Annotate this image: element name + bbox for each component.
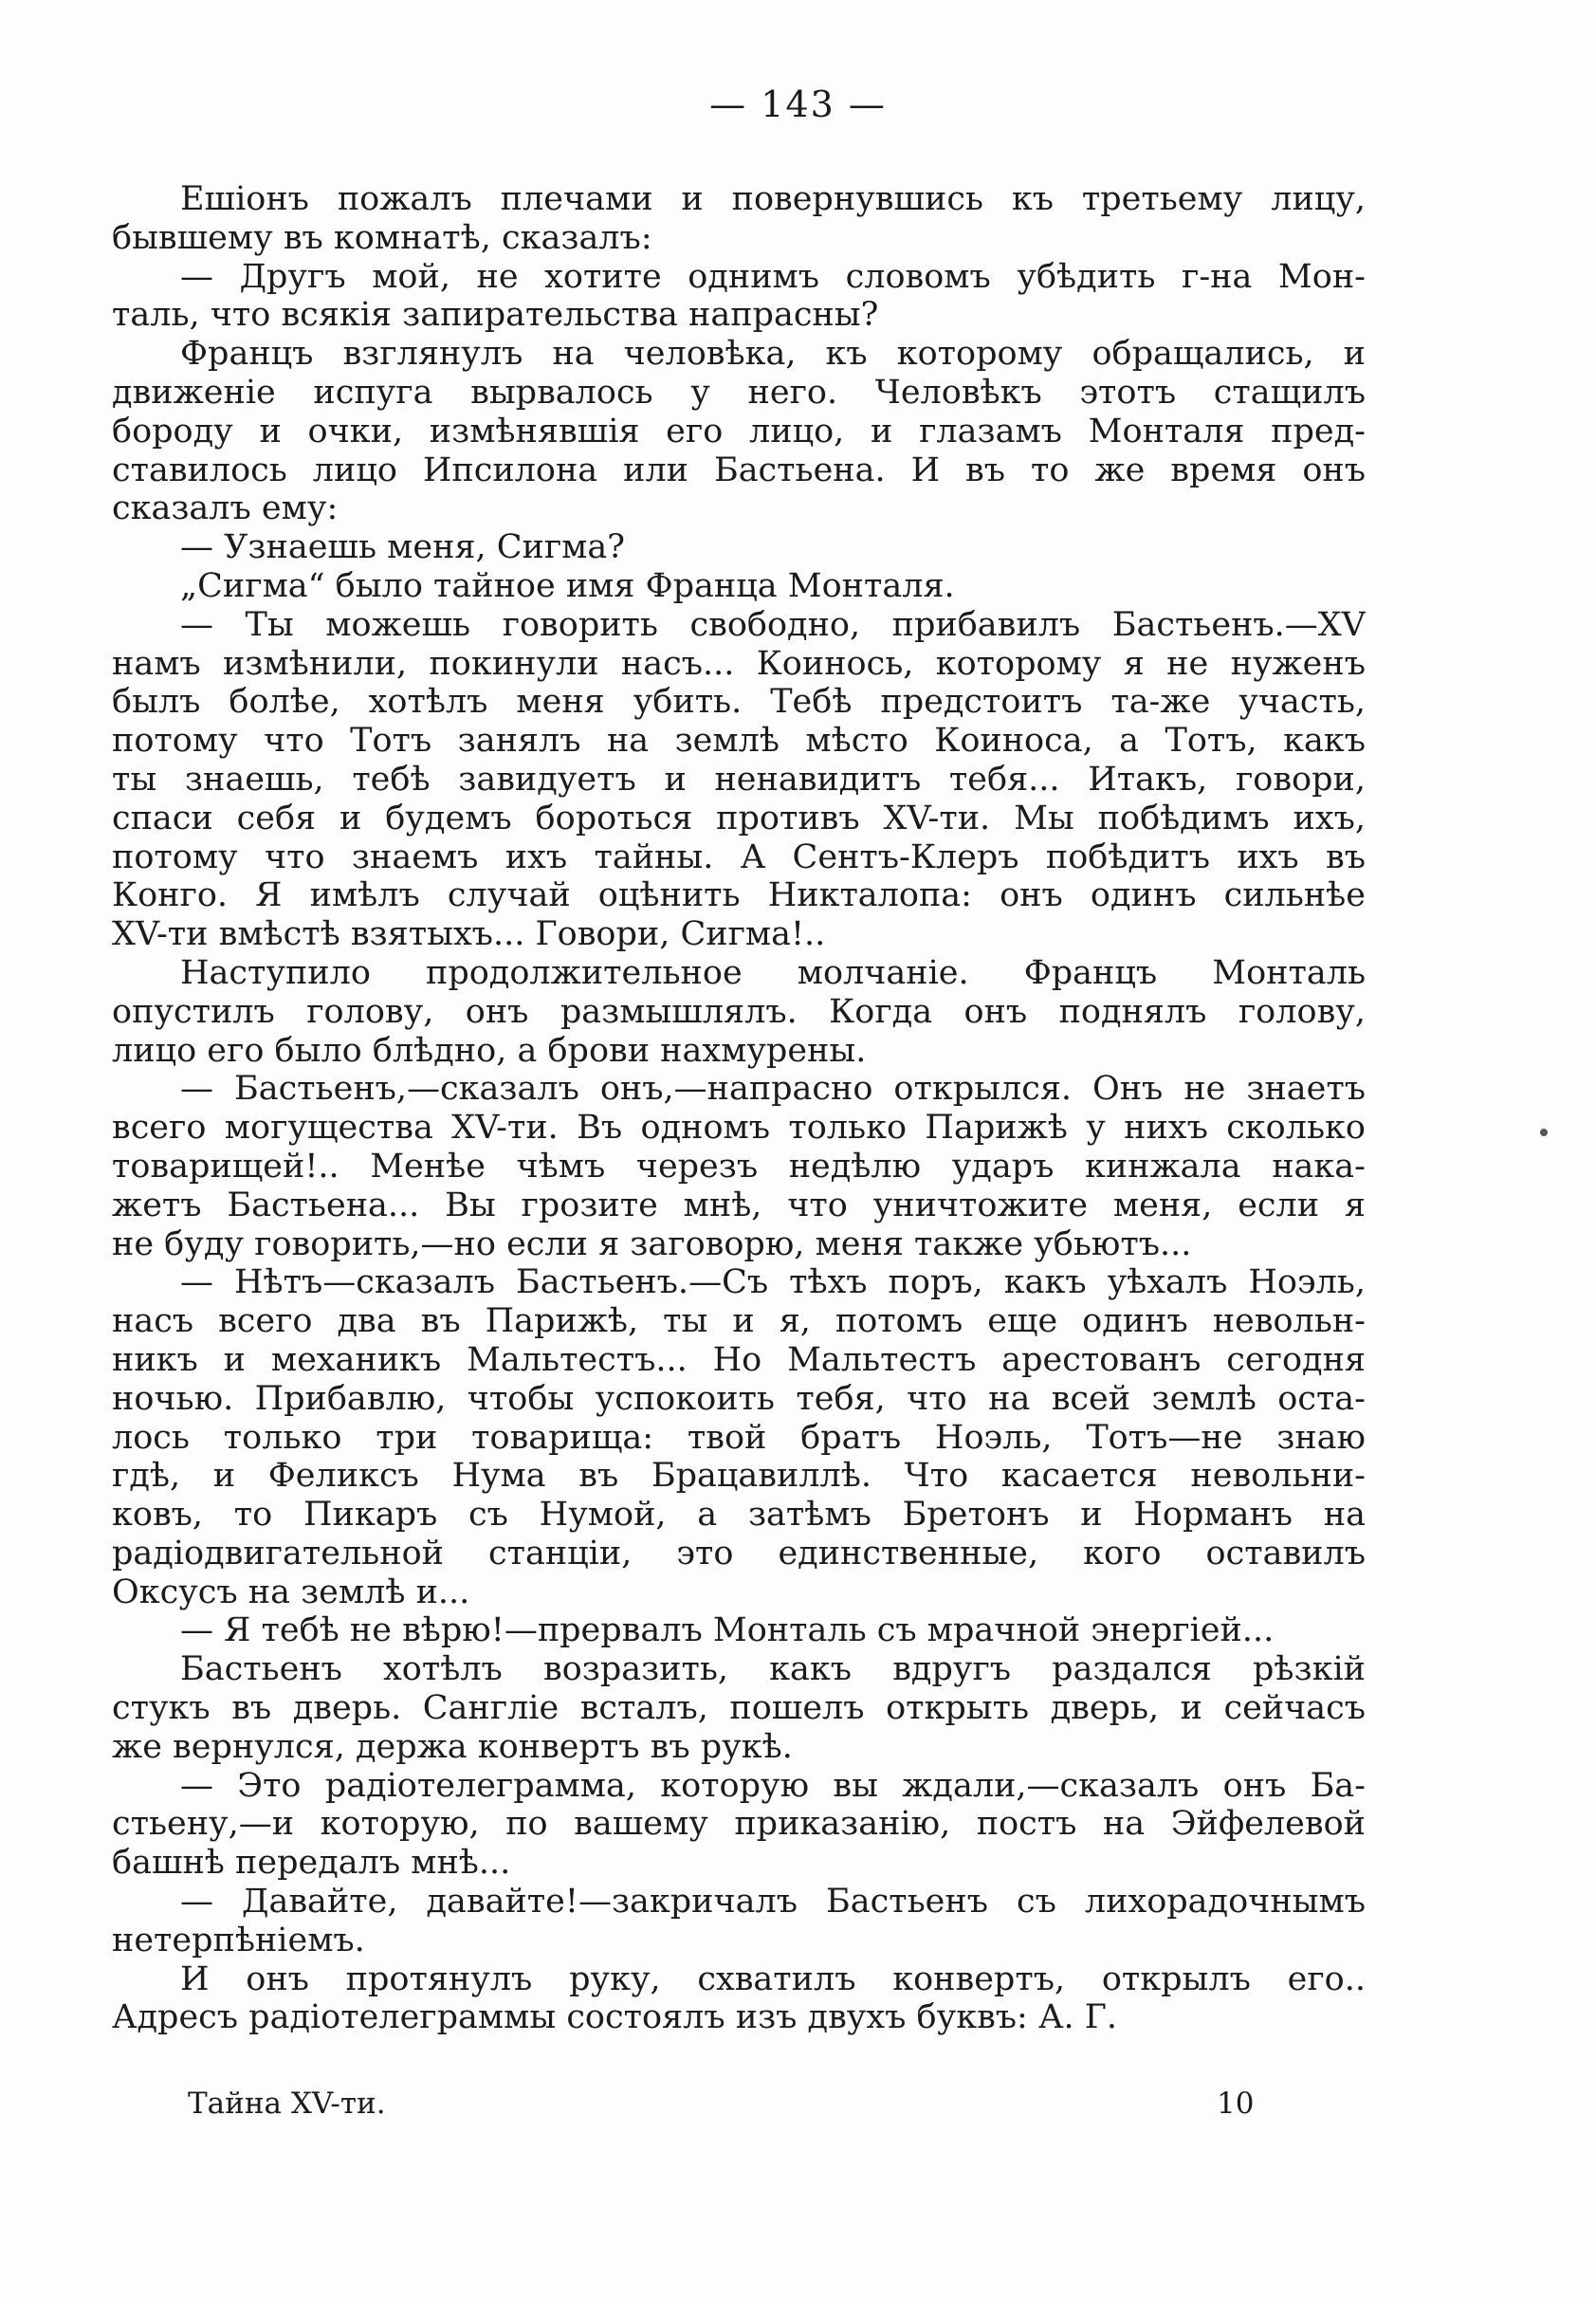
text-line: Конго. Я имѣлъ случай оцѣнить Никталопа: онъ одинъ сильнѣе [112,876,1366,915]
text-line: ты знаешь, тебѣ завидуетъ и ненавидитъ тебя... Итакъ, говори, [112,760,1366,799]
text-line: Бастьенъ хотѣлъ возразить, какъ вдругъ раздался рѣзкій [180,1650,1366,1689]
text-line: башнѣ передалъ мнѣ... [112,1844,511,1883]
text-line: сказалъ ему: [112,489,339,528]
text-line: же вернулся, держа конвертъ въ рукѣ. [112,1727,793,1766]
text-line: нетерпѣніемъ. [112,1921,365,1959]
text-line: — Нѣтъ—сказалъ Бастьенъ.—Съ тѣхъ поръ, какъ уѣхалъ Ноэль, [180,1263,1366,1302]
text-line: — Ты можешь говорить свободно, прибавилъ Бастьенъ.—XV [180,605,1366,644]
footer-book-title: Тайна XV-ти. [188,2087,386,2121]
text-line: опустилъ голову, онъ размышлялъ. Когда онъ поднялъ голову, [112,992,1366,1031]
body-text [112,180,1366,2037]
text-line: „Сигма“ было тайное имя Франца Монталя. [180,566,955,605]
text-line: никъ и механикъ Мальтестъ... Но Мальтестъ арестованъ сегодня [112,1340,1366,1379]
text-line: потому что знаемъ ихъ тайны. А Сентъ-Клеръ побѣдитъ ихъ въ [112,837,1366,876]
text-line: — Узнаешь меня, Сигма? [180,528,626,567]
text-line: товарищей!.. Менѣе чѣмъ черезъ недѣлю ударъ кинжала нака- [112,1147,1366,1186]
text-line: былъ болѣе, хотѣлъ меня убить. Тебѣ предстоитъ та-же участь, [112,683,1366,722]
text-line: — Давайте, давайте!—закричалъ Бастьенъ съ лихорадочнымъ [180,1883,1366,1922]
text-line: Наступило продолжительное молчаніе. Францъ Монталь [180,953,1366,992]
text-line: стьену,—и которую, по вашему приказанію, постъ на Эйфелевой [112,1805,1366,1844]
text-line: XV-ти вмѣстѣ взятыхъ... Говори, Сигма!.. [112,915,826,954]
text-line: движеніе испуга вырвалось у него. Человѣкъ этотъ стащилъ [112,373,1366,412]
text-line: жетъ Бастьена... Вы грозите мнѣ, что уничтожите меня, если я [112,1186,1366,1224]
text-line: намъ измѣнили, покинули насъ... Коинось, которому я не нуженъ [112,644,1366,683]
text-line: насъ всего два въ Парижѣ, ты и я, потомъ еще одинъ невольн- [112,1302,1366,1341]
text-line: бороду и очки, измѣнявшія его лицо, и глазамъ Монталя пред- [112,412,1366,451]
text-line: гдѣ, и Феликсъ Нума въ Брацавиллѣ. Что касается невольни- [112,1457,1366,1496]
text-line: ставилось лицо Ипсилона или Бастьена. И въ то же время онъ [112,451,1366,489]
text-line: лицо его было блѣдно, а брови нахмурены. [112,1031,867,1070]
text-line: всего могущества XV-ти. Въ одномъ только Парижѣ у нихъ сколько [112,1109,1366,1148]
text-line: не буду говорить,—но если я заговорю, меня также убьютъ... [112,1224,1192,1263]
text-line: радіодвигательной станціи, это единственные, кого оставилъ [112,1534,1366,1573]
page-number: — 143 — [709,83,887,125]
text-line: таль, что всякія запирательства напрасны? [112,296,879,335]
text-line: И онъ протянулъ руку, схватилъ конвертъ, открылъ его.. [180,1959,1366,1998]
text-line: — Это радіотелеграмма, которую вы ждали,—сказалъ онъ Ба- [180,1766,1366,1805]
text-line: спаси себя и будемъ бороться противъ XV-ти. Мы побѣдимъ ихъ, [112,799,1366,837]
text-line: стукъ въ дверь. Санглie всталъ, пошелъ открыть дверь, и сейчасъ [112,1689,1366,1728]
text-line: Ешіонъ пожалъ плечами и повернувшись къ третьему лицу, [180,180,1366,218]
paper-speck [1540,1129,1548,1136]
text-line: — Я тебѣ не вѣрю!—прервалъ Монталь съ мрачной энергіей... [180,1611,1275,1650]
text-line: ковъ, то Пикаръ съ Нумой, а затѣмъ Бретонъ и Норманъ на [112,1496,1366,1535]
text-line: лось только три товарища: твой братъ Ноэль, Тотъ—не знаю [112,1418,1366,1457]
text-line: Францъ взглянулъ на человѣка, къ которому обращались, и [180,335,1366,374]
text-line: бывшему въ комнатѣ, сказалъ: [112,218,652,257]
text-line: — Другъ мой, не хотите однимъ словомъ убѣдить г-на Мон- [180,257,1366,296]
text-line: Оксусъ на землѣ и... [112,1573,470,1611]
footer-signature-mark: 10 [1217,2087,1255,2121]
text-line: Адресъ радіотелеграммы состоялъ изъ двухъ буквъ: А. Г. [112,1998,1118,2037]
text-line: — Бастьенъ,—сказалъ онъ,—напрасно открылся. Онъ не знаетъ [180,1070,1366,1109]
text-line: потому что Тотъ занялъ на землѣ мѣсто Коиноса, а Тотъ, какъ [112,722,1366,761]
text-line: ночью. Прибавлю, чтобы успокоить тебя, что на всей землѣ оста- [112,1379,1366,1418]
